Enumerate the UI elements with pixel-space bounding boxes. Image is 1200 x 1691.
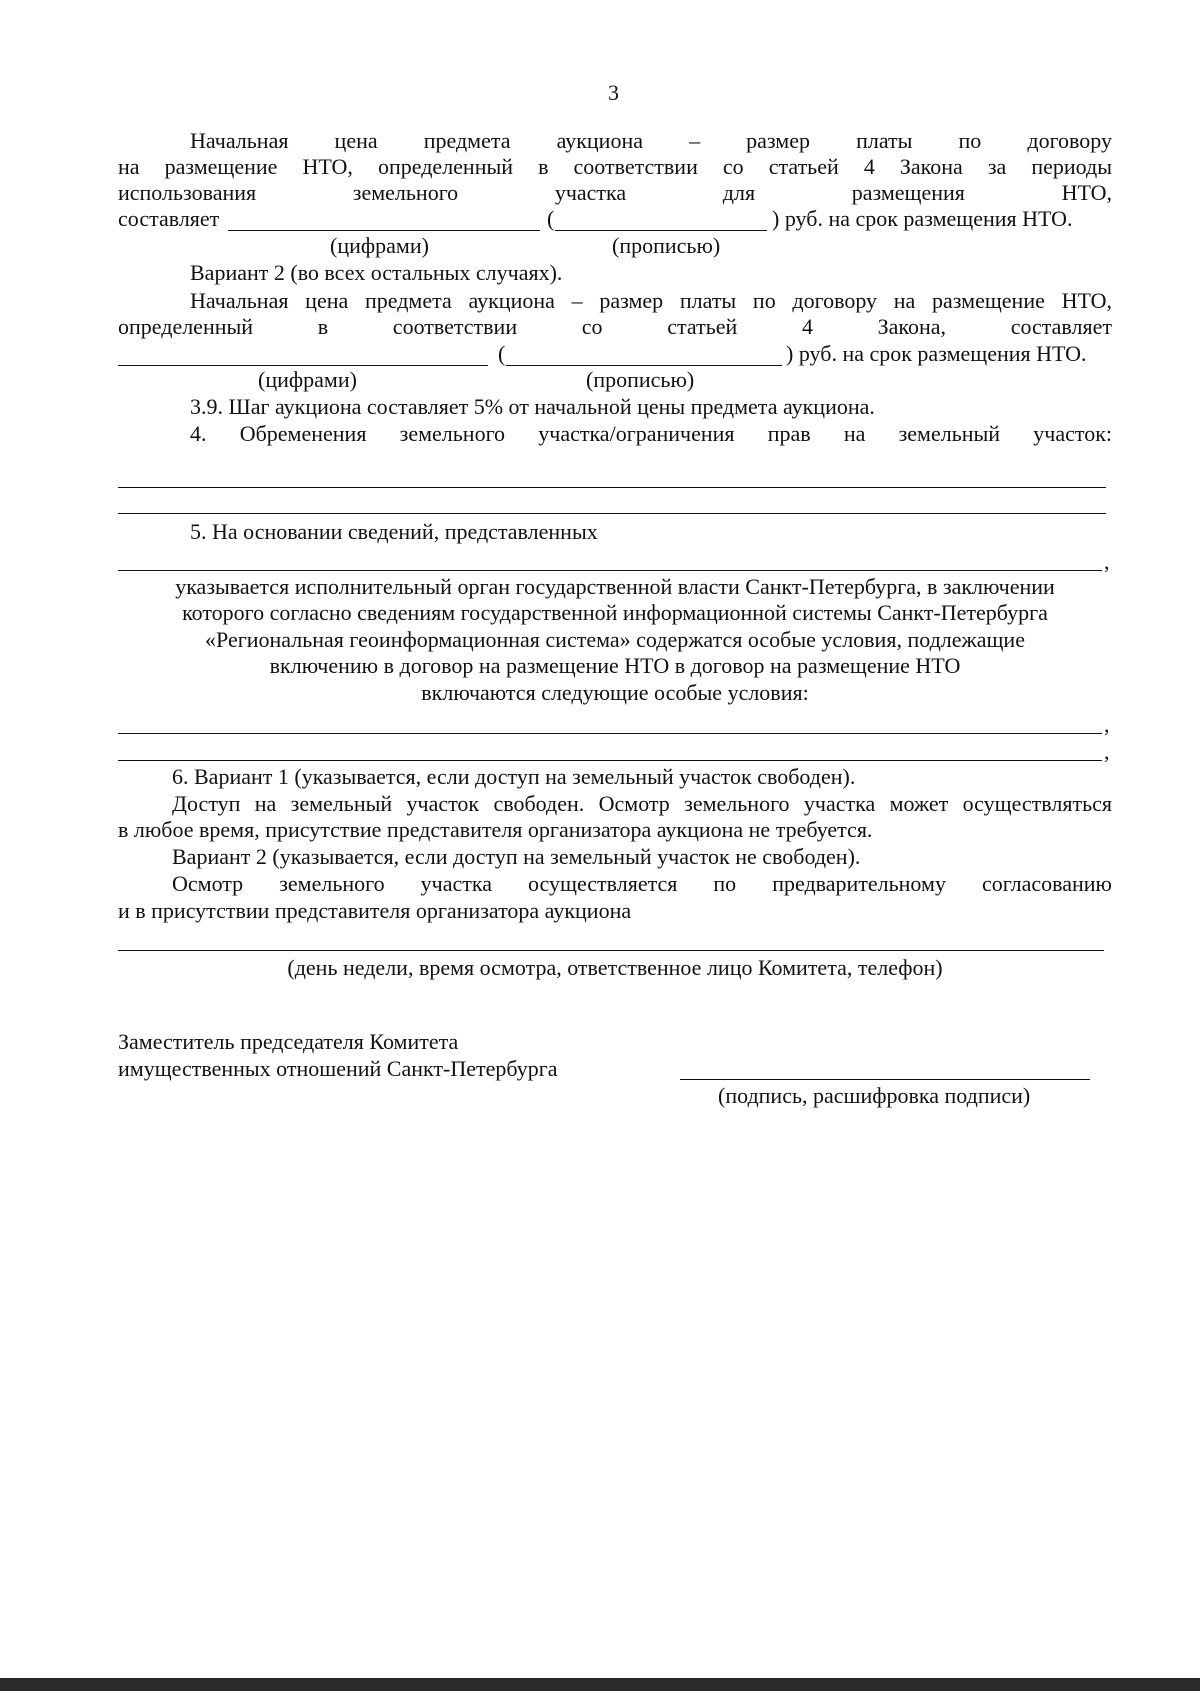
item-6-caption: (день недели, время осмотра, ответственное лицо Комитета, телефон) (287, 955, 943, 980)
fill-line (118, 570, 1102, 571)
paragraph-line: Доступ на земельный участок свободен. Осмотр земельного участка может осуществляться (172, 791, 1112, 816)
paragraph-line: в любое время, присутствие представителя организатора аукциона не требуется. (118, 817, 873, 842)
paragraph-line: Осмотр земельного участка осуществляется по предварительному согласованию (172, 871, 1112, 896)
signature-caption: (подпись, расшифровка подписи) (718, 1083, 1031, 1108)
comma: , (1104, 549, 1110, 574)
fill-line-digits (228, 230, 540, 231)
paren-open: ( (547, 206, 555, 231)
paragraph-line-prefix: составляет (118, 206, 220, 231)
variant-heading: Вариант 2 (во всех остальных случаях). (190, 260, 563, 285)
item-6-variant2: Вариант 2 (указывается, если доступ на земельный участок не свободен). (172, 844, 861, 869)
item-5-intro: 5. На основании сведений, представленных (190, 519, 598, 544)
caption-digits: (цифрами) (258, 367, 357, 392)
paren-open: ( (498, 341, 506, 366)
paragraph-line: и в присутствии представителя организатора аукциона (118, 898, 632, 923)
fill-line (118, 760, 1102, 761)
signatory-title: Заместитель председателя Комитета (118, 1029, 459, 1054)
paragraph-line: на размещение НТО, определенный в соответствии со статьей 4 Закона за периоды (118, 154, 1112, 179)
paragraph-line: определенный в соответствии со статьей 4 Закона, составляет (118, 314, 1112, 339)
paragraph-line-suffix: ) руб. на срок размещения НТО. (772, 206, 1073, 231)
caption-words: (прописью) (612, 233, 721, 258)
comma: , (1104, 739, 1110, 764)
item-4: 4. Обременения земельного участка/ограничения прав на земельный участок: (190, 421, 1112, 446)
paragraph-line: Начальная цена предмета аукциона – размер платы по договору (190, 128, 1112, 153)
fill-line (118, 733, 1102, 734)
fill-line (118, 487, 1106, 488)
signature-line (680, 1079, 1090, 1080)
fill-line (118, 513, 1106, 514)
caption-words: (прописью) (586, 367, 695, 392)
caption-digits: (цифрами) (330, 233, 429, 258)
item-6-variant1: 6. Вариант 1 (указывается, если доступ на земельный участок свободен). (172, 764, 856, 789)
paragraph-line: использования земельного участка для размещения НТО, (118, 180, 1112, 205)
item-5-note: включению в договор на размещение НТО в договор на размещение НТО (269, 653, 961, 678)
item-5-note: указывается исполнительный орган государственной власти Санкт-Петербурга, в заключении (175, 574, 1055, 599)
item-5-note: которого согласно сведениям государственной информационной системы Санкт-Петербурга (182, 600, 1048, 625)
item-5-note: включаются следующие особые условия: (421, 680, 809, 705)
fill-line (118, 950, 1104, 951)
scan-edge-bar (0, 1678, 1200, 1691)
paragraph-line-suffix: ) руб. на срок размещения НТО. (786, 341, 1087, 366)
comma: , (1104, 712, 1110, 737)
signatory-title: имущественных отношений Санкт-Петербурга (118, 1056, 558, 1081)
item-3-9: 3.9. Шаг аукциона составляет 5% от начальной цены предмета аукциона. (190, 394, 875, 419)
page-number: 3 (608, 80, 619, 105)
fill-line-digits (118, 365, 488, 366)
item-5-note: «Региональная геоинформационная система» содержатся особые условия, подлежащие (205, 627, 1025, 652)
fill-line-words (506, 365, 782, 366)
fill-line-words (555, 230, 767, 231)
paragraph-line: Начальная цена предмета аукциона – размер платы по договору на размещение НТО, (190, 288, 1112, 313)
